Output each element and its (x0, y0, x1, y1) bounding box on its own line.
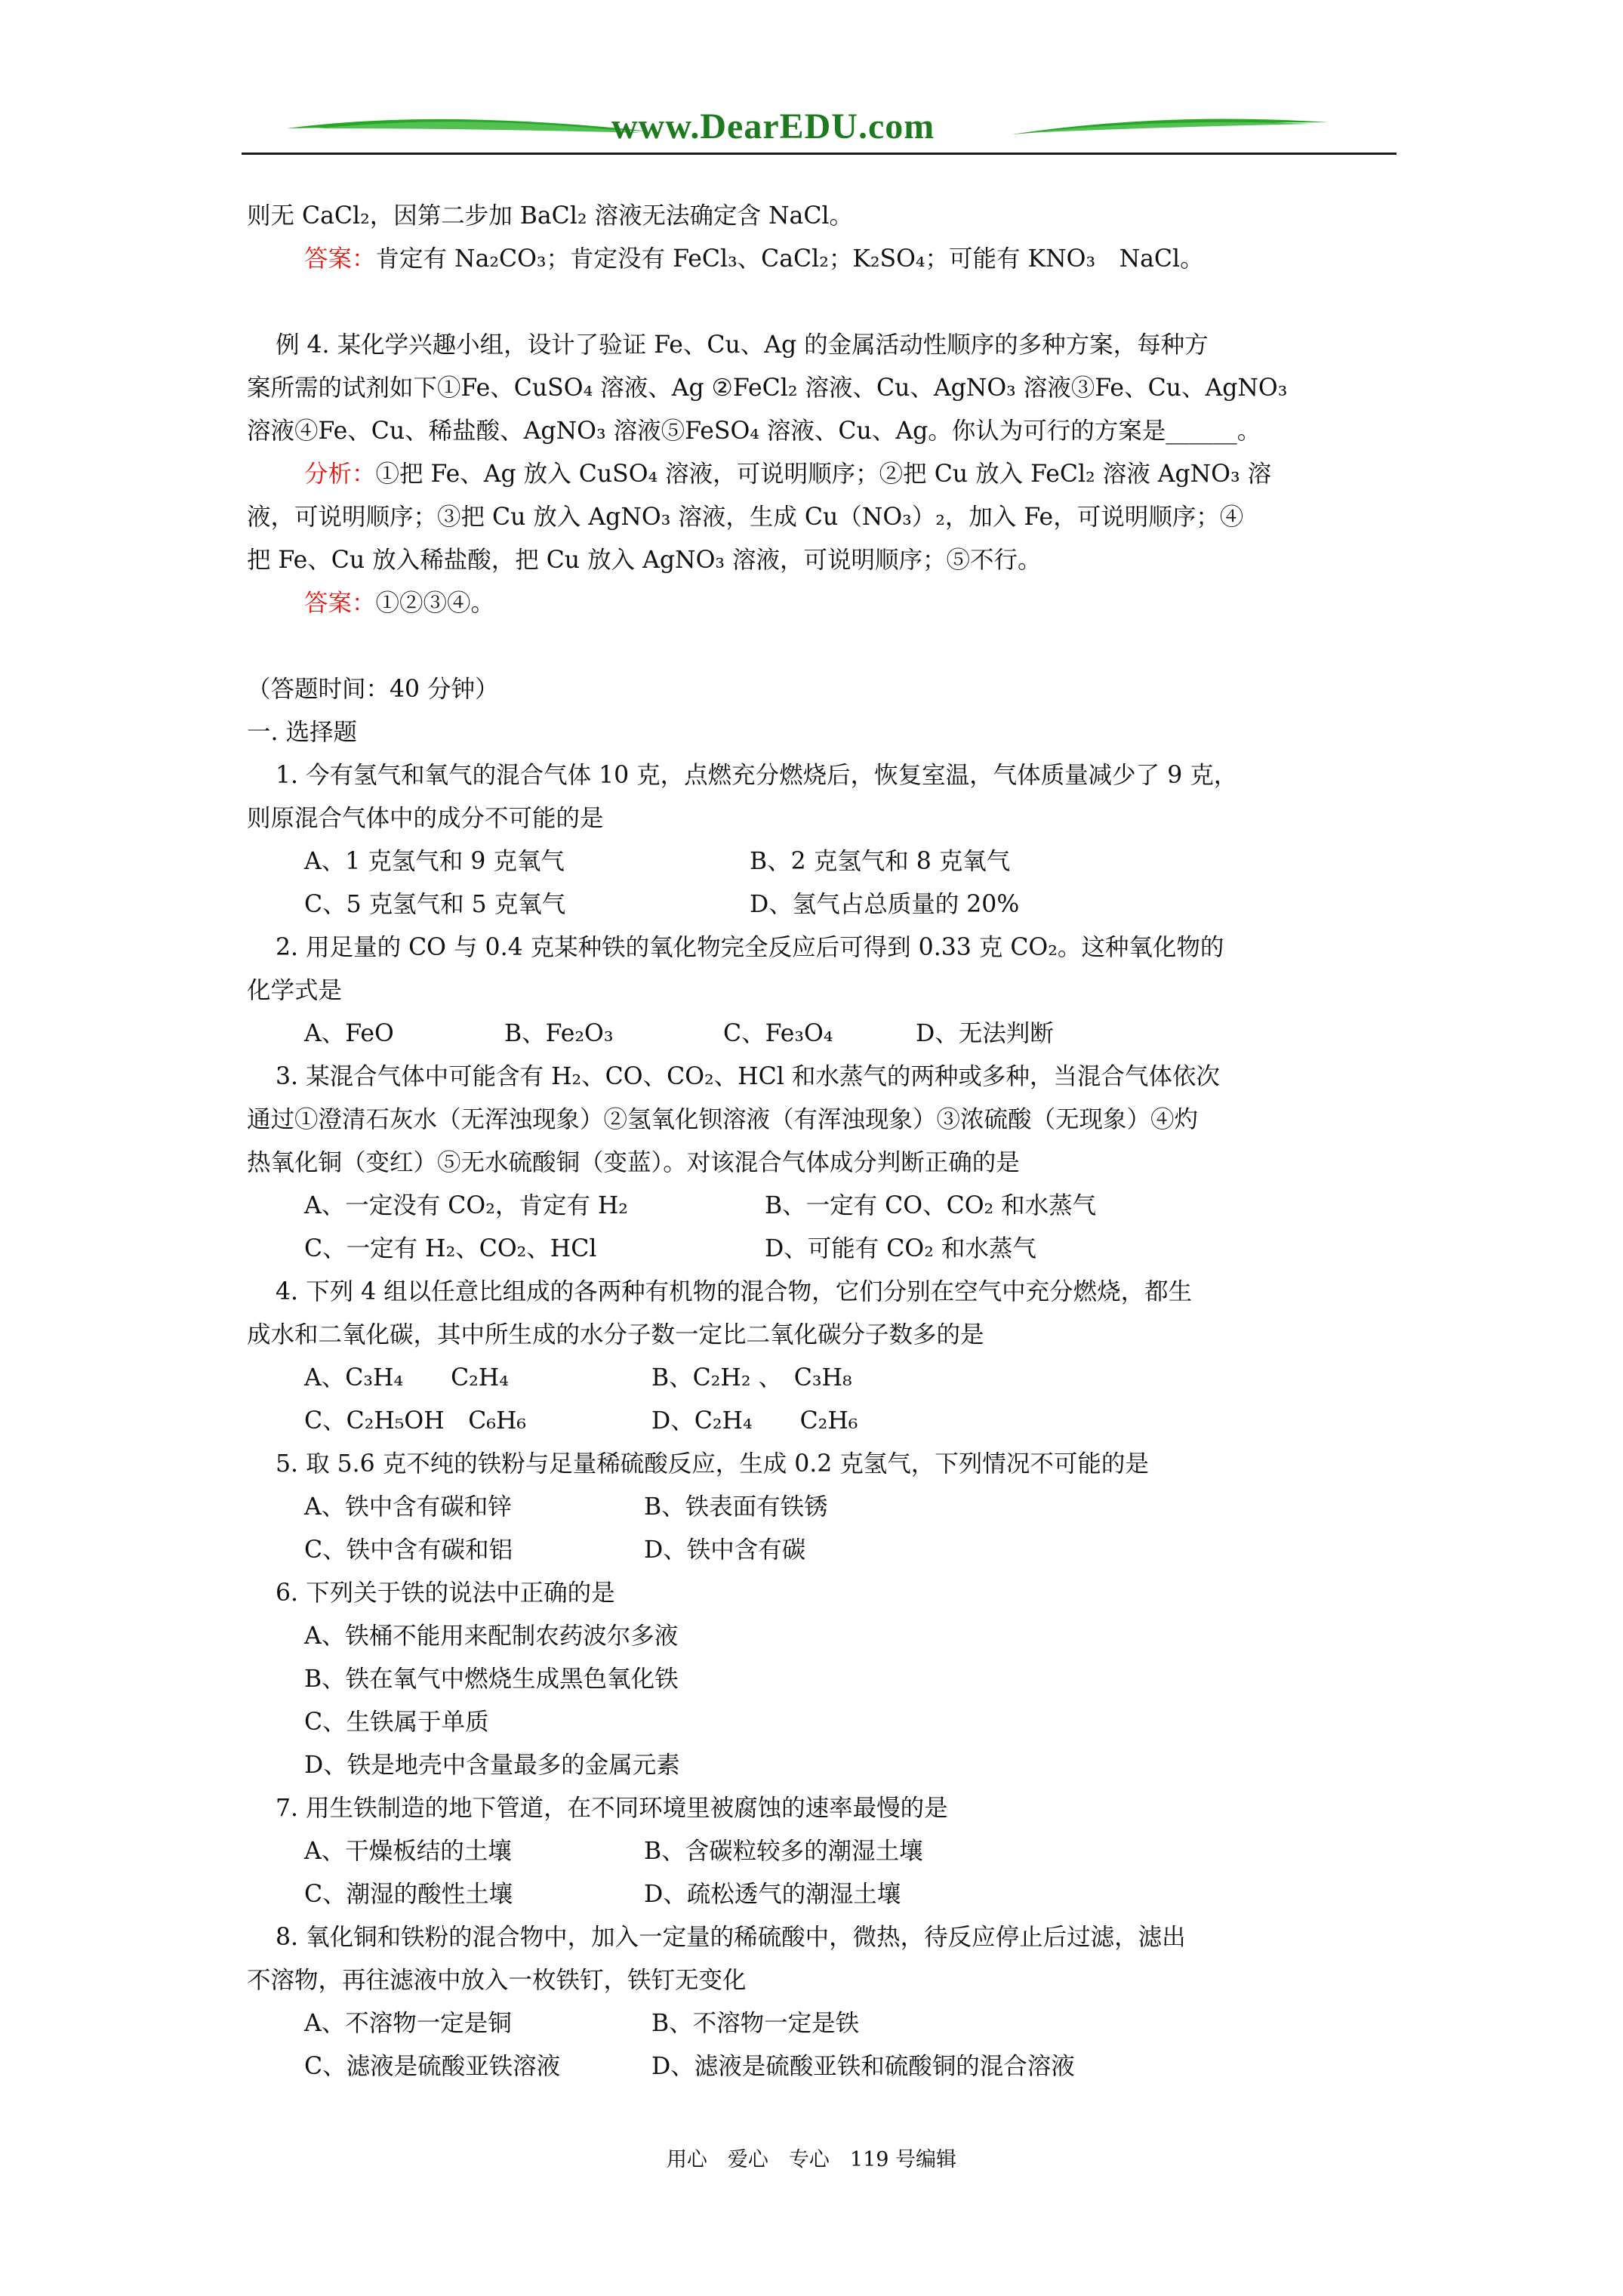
option-c: C、潮湿的酸性土壤 (304, 1881, 513, 1908)
header-rule (242, 153, 1397, 155)
q2-options (247, 1012, 1394, 1056)
q3-options-ab (247, 1185, 1394, 1228)
option-c: C、5 克氢气和 5 克氧气 (304, 891, 566, 918)
q3-options-cd (247, 1228, 1394, 1271)
example4-analysis (247, 453, 1394, 496)
option-a: A、铁中含有碳和锌 (304, 1493, 512, 1521)
section-title: 一. 选择题 (247, 719, 358, 746)
q1-options-ab (247, 840, 1394, 883)
q7-options-cd (247, 1873, 1394, 1916)
option-b: B、C₂H₂ 、 C₃H₈ (651, 1364, 852, 1391)
option-d: D、可能有 CO₂ 和水蒸气 (765, 1235, 1036, 1262)
q4-stem: 4. 下列 4 组以任意比组成的各两种有机物的混合物，它们分别在空气中充分燃烧，都生 (276, 1278, 1193, 1305)
q4-options-cd (247, 1400, 1394, 1443)
q8-options-cd (247, 2045, 1394, 2088)
q1-stem-cont: 则原混合气体中的成分不可能的是 (247, 805, 604, 832)
q2-stem-cont: 化学式是 (247, 977, 343, 1004)
example4-line1: 例 4. 某化学兴趣小组，设计了验证 Fe、Cu、Ag 的金属活动性顺序的多种方案，每种方 (276, 331, 1209, 359)
q7-stem: 7. 用生铁制造的地下管道，在不同环境里被腐蚀的速率最慢的是 (276, 1795, 948, 1822)
option-a: A、1 克氢气和 9 克氧气 (304, 848, 565, 875)
q4-stem-cont: 成水和二氧化碳，其中所生成的水分子数一定比二氧化碳分子数多的是 (247, 1321, 984, 1348)
intro-line: 则无 CaCl₂，因第二步加 BaCl₂ 溶液无法确定含 NaCl。 (247, 202, 853, 230)
intro-answer (247, 238, 1394, 281)
option-b: B、含碳粒较多的潮湿土壤 (644, 1838, 923, 1865)
option-c: C、铁中含有碳和铝 (304, 1536, 513, 1564)
answer-label: 答案： (304, 245, 376, 273)
option-c: C、滤液是硫酸亚铁溶液 (304, 2053, 561, 2080)
option-d: D、疏松透气的潮湿土壤 (644, 1881, 901, 1908)
option-b: B、铁表面有铁锈 (644, 1493, 828, 1521)
analysis-label: 分析： (304, 461, 376, 488)
q3-stem-cont2: 热氧化铜（变红）⑤无水硫酸铜（变蓝）。对该混合气体成分判断正确的是 (247, 1149, 1020, 1176)
example4-answer (247, 582, 1394, 625)
example4-line3: 溶液④Fe、Cu、稀盐酸、AgNO₃ 溶液⑤FeSO₄ 溶液、Cu、Ag。你认为可行的方案是______。 (247, 418, 1261, 445)
option-c: C、一定有 H₂、CO₂、HCl (304, 1235, 597, 1262)
q8-stem-cont: 不溶物，再往滤液中放入一枚铁钉，铁钉无变化 (247, 1967, 747, 1994)
q5-stem: 5. 取 5.6 克不纯的铁粉与足量稀硫酸反应，生成 0.2 克氢气，下列情况不可能的是 (276, 1450, 1149, 1478)
example4-line2: 案所需的试剂如下①Fe、CuSO₄ 溶液、Ag ②FeCl₂ 溶液、Cu、AgNO₃ 溶液③Fe、Cu、AgNO₃ (247, 374, 1288, 402)
q6-option-c: C、生铁属于单质 (304, 1709, 489, 1736)
q6-option-d: D、铁是地壳中含量最多的金属元素 (304, 1752, 680, 1779)
option-a: A、一定没有 CO₂，肯定有 H₂ (304, 1192, 628, 1219)
q8-options-ab (247, 2002, 1394, 2045)
option-d: D、C₂H₄ C₂H₆ (651, 1407, 858, 1435)
option-d: D、滤液是硫酸亚铁和硫酸铜的混合溶液 (651, 2053, 1075, 2080)
q6-stem: 6. 下列关于铁的说法中正确的是 (276, 1579, 615, 1607)
option-c: C、Fe₃O₄ (723, 1020, 833, 1047)
answer-label: 答案： (304, 590, 376, 617)
q1-stem: 1. 今有氢气和氧气的混合气体 10 克，点燃充分燃烧后，恢复室温，气体质量减少了 9 克， (276, 762, 1238, 789)
left-swoosh-graphic (287, 106, 664, 151)
right-swoosh-graphic (1012, 106, 1329, 151)
q5-options-ab (247, 1486, 1394, 1529)
q4-options-ab (247, 1357, 1394, 1400)
option-d: D、无法判断 (916, 1020, 1054, 1047)
q5-options-cd (247, 1529, 1394, 1572)
option-a: A、FeO (304, 1020, 394, 1047)
q6-option-b: B、铁在氧气中燃烧生成黑色氧化铁 (304, 1666, 679, 1693)
q2-stem: 2. 用足量的 CO 与 0.4 克某种铁的氧化物完全反应后可得到 0.33 克 CO₂。这种氧化物的 (276, 934, 1224, 961)
q3-stem: 3. 某混合气体中可能含有 H₂、CO、CO₂、HCl 和水蒸气的两种或多种，当混合气体依次 (276, 1063, 1220, 1090)
document-body (247, 195, 1394, 2088)
option-c: C、C₂H₅OH C₆H₆ (304, 1407, 527, 1435)
q8-stem: 8. 氧化铜和铁粉的混合物中，加入一定量的稀硫酸中，微热，待反应停止后过滤，滤出 (276, 1924, 1186, 1951)
site-brand-logo: www.DearEDU.com (611, 106, 935, 146)
option-b: B、一定有 CO、CO₂ 和水蒸气 (765, 1192, 1097, 1219)
option-a: A、C₃H₄ C₂H₄ (304, 1364, 509, 1391)
q7-options-ab (247, 1830, 1394, 1873)
answer-text: ①②③④。 (375, 590, 495, 617)
analysis-text: ①把 Fe、Ag 放入 CuSO₄ 溶液，可说明顺序；②把 Cu 放入 FeCl₂ 溶液 AgNO₃ 溶 (375, 461, 1272, 488)
page-footer: 用心 爱心 专心 119 号编辑 (666, 2148, 957, 2171)
option-d: D、铁中含有碳 (644, 1536, 806, 1564)
option-a: A、干燥板结的土壤 (304, 1838, 512, 1865)
option-b: B、2 克氢气和 8 克氧气 (750, 848, 1011, 875)
option-a: A、不溶物一定是铜 (304, 2010, 512, 2037)
example4-analysis-line2: 液，可说明顺序；③把 Cu 放入 AgNO₃ 溶液，生成 Cu（NO₃）₂，加入 Fe，可说明顺序；④ (247, 504, 1244, 531)
example4-analysis-line3: 把 Fe、Cu 放入稀盐酸，把 Cu 放入 AgNO₃ 溶液，可说明顺序；⑤不行。 (247, 547, 1042, 574)
q6-option-a: A、铁桶不能用来配制农药波尔多液 (304, 1623, 679, 1650)
q1-options-cd (247, 883, 1394, 926)
option-b: B、不溶物一定是铁 (651, 2010, 860, 2037)
q3-stem-cont: 通过①澄清石灰水（无浑浊现象）②氢氧化钡溶液（有浑浊现象）③浓硫酸（无现象）④灼 (247, 1106, 1199, 1133)
option-d: D、氢气占总质量的 20% (750, 891, 1020, 918)
page-header (242, 106, 1397, 166)
answer-text: 肯定有 Na₂CO₃；肯定没有 FeCl₃、CaCl₂；K₂SO₄；可能有 KNO₃ NaCl。 (375, 245, 1204, 273)
option-b: B、Fe₂O₃ (504, 1020, 614, 1047)
exercise-time: （答题时间：40 分钟） (247, 676, 499, 703)
